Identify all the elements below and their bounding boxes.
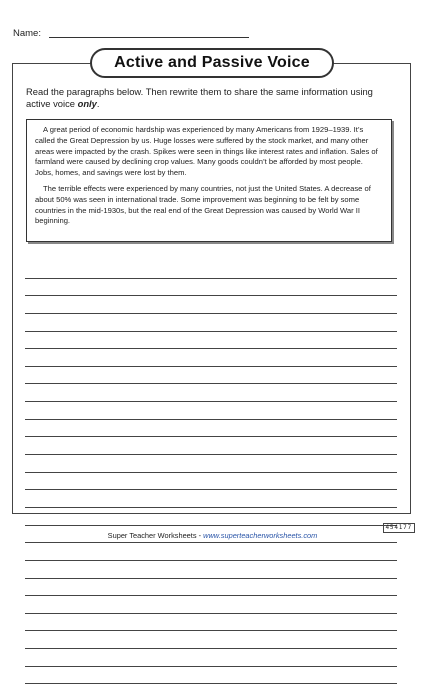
writing-line[interactable] (25, 349, 397, 367)
writing-line[interactable] (25, 261, 397, 279)
writing-line[interactable] (25, 420, 397, 438)
writing-line[interactable] (25, 296, 397, 314)
writing-line[interactable] (25, 508, 397, 526)
writing-lines (25, 261, 397, 684)
writing-line[interactable] (25, 614, 397, 632)
writing-line[interactable] (25, 437, 397, 455)
writing-line[interactable] (25, 332, 397, 350)
passage-box (26, 119, 392, 242)
writing-line[interactable] (25, 455, 397, 473)
footer-url[interactable]: www.superteacherworksheets.com (203, 531, 318, 540)
writing-line[interactable] (25, 543, 397, 561)
footer (0, 531, 425, 540)
writing-line[interactable] (25, 367, 397, 385)
footer-separator: - (196, 531, 204, 540)
writing-line[interactable] (25, 649, 397, 667)
passage-paragraph: The terrible effects were experienced by many countries, not just the United States. A decrease of about 50% was seen in international trade. Some improvement was beginning to be felt by some countries in the mid-1930s, but the real end of the Great Depression was caused by World War II beginning. (35, 183, 371, 226)
footer-brand: Super Teacher Worksheets (107, 531, 197, 540)
instructions-end: . (96, 98, 100, 109)
writing-line[interactable] (25, 561, 397, 579)
writing-line[interactable] (25, 596, 397, 614)
writing-line[interactable] (25, 473, 397, 491)
writing-line[interactable] (25, 314, 397, 332)
worksheet-title: Active and Passive Voice (114, 54, 310, 71)
instructions-text: Read the paragraphs below. Then rewrite them to share the same information using active voice (26, 86, 373, 109)
instructions-emphasis: only (77, 98, 97, 109)
writing-line[interactable] (25, 667, 397, 684)
writing-line[interactable] (25, 384, 397, 402)
writing-line[interactable] (25, 402, 397, 420)
writing-line[interactable] (25, 490, 397, 508)
title-banner (90, 48, 334, 78)
name-line (49, 37, 249, 38)
worksheet-code: 454177 (383, 523, 415, 533)
passage-paragraph: A great period of economic hardship was experienced by many Americans from 1929–1939. It’s called the Great Depression by us. Huge losses were suffered by the stock market, and many other areas were impacted by the crash. Spikes were seen in things like interest rates and inflation. Sales of farmland were caused by declining crop values. Many goods couldn’t be afforded by most people. Jobs, homes, and savings were lost by them. (35, 125, 378, 178)
writing-line[interactable] (25, 279, 397, 297)
name-label: Name: (13, 28, 41, 39)
instructions (26, 86, 396, 110)
writing-line[interactable] (25, 579, 397, 597)
writing-line[interactable] (25, 631, 397, 649)
